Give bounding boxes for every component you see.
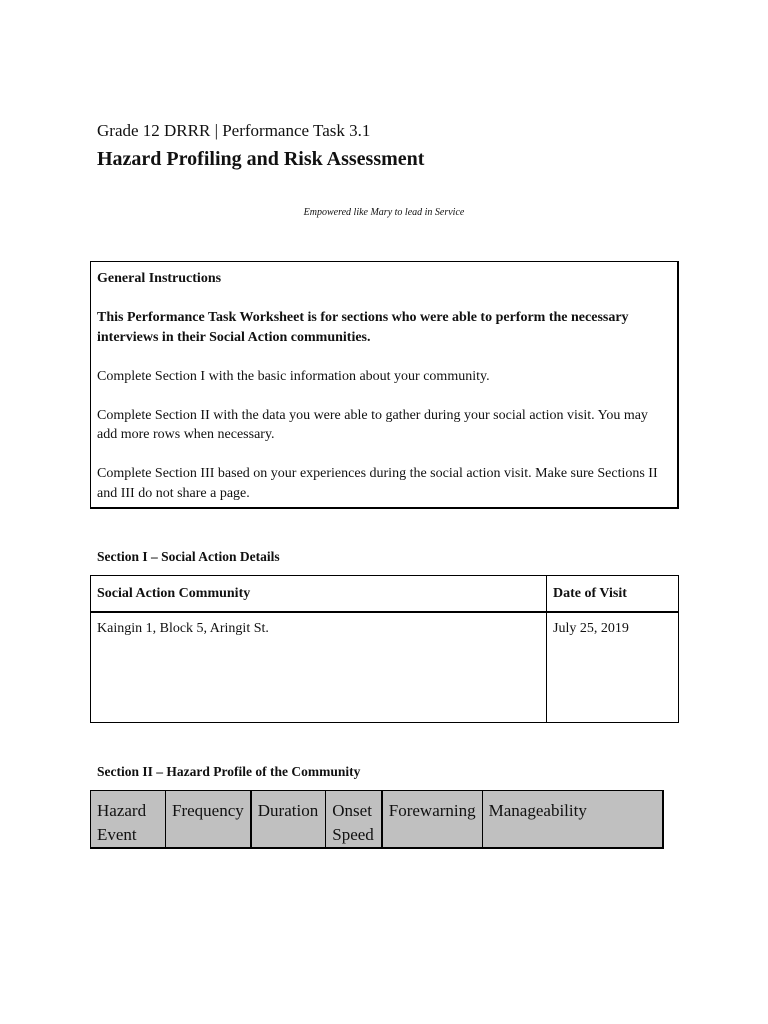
header-date-of-visit: Date of Visit [547, 576, 679, 613]
section-1-label: Section I – Social Action Details [97, 549, 280, 564]
header-onset-speed: Onset Speed [326, 791, 382, 849]
instructions-intro: This Performance Task Worksheet is for sections who were able to perform the necessary interviews in their Social Action communities. [97, 310, 629, 345]
cell-date-of-visit: July 25, 2019 [547, 612, 679, 722]
page-title: Hazard Profiling and Risk Assessment [97, 148, 425, 170]
table-header-row [91, 791, 664, 849]
hazard-profile-table [90, 790, 664, 849]
header-frequency: Frequency [166, 791, 251, 849]
instruction-item-section-2: Complete Section II with the data you were able to gather during your social action visit. You may add more rows when necessary. [97, 407, 648, 442]
instruction-item-section-3: Complete Section III based on your experiences during the social action visit. Make sure Sections II and III do not share a page. [97, 466, 658, 501]
instructions-heading: General Instructions [97, 271, 222, 286]
header-social-action-community: Social Action Community [91, 576, 547, 613]
instruction-item-section-1: Complete Section I with the basic information about your community. [97, 368, 490, 384]
cell-community: Kaingin 1, Block 5, Aringit St. [91, 612, 547, 722]
header-manageability: Manageability [482, 791, 663, 849]
social-action-details-table [90, 575, 679, 723]
general-instructions-box [90, 261, 679, 509]
motto: Empowered like Mary to lead in Service [303, 207, 465, 218]
table-row [91, 612, 679, 722]
page-subtitle: Grade 12 DRRR | Performance Task 3.1 [97, 121, 371, 140]
header-duration: Duration [251, 791, 326, 849]
section-2-label: Section II – Hazard Profile of the Community [97, 764, 361, 779]
header-forewarning: Forewarning [382, 791, 482, 849]
header-hazard-event: Hazard Event [91, 791, 166, 849]
table-header-row [91, 576, 679, 613]
